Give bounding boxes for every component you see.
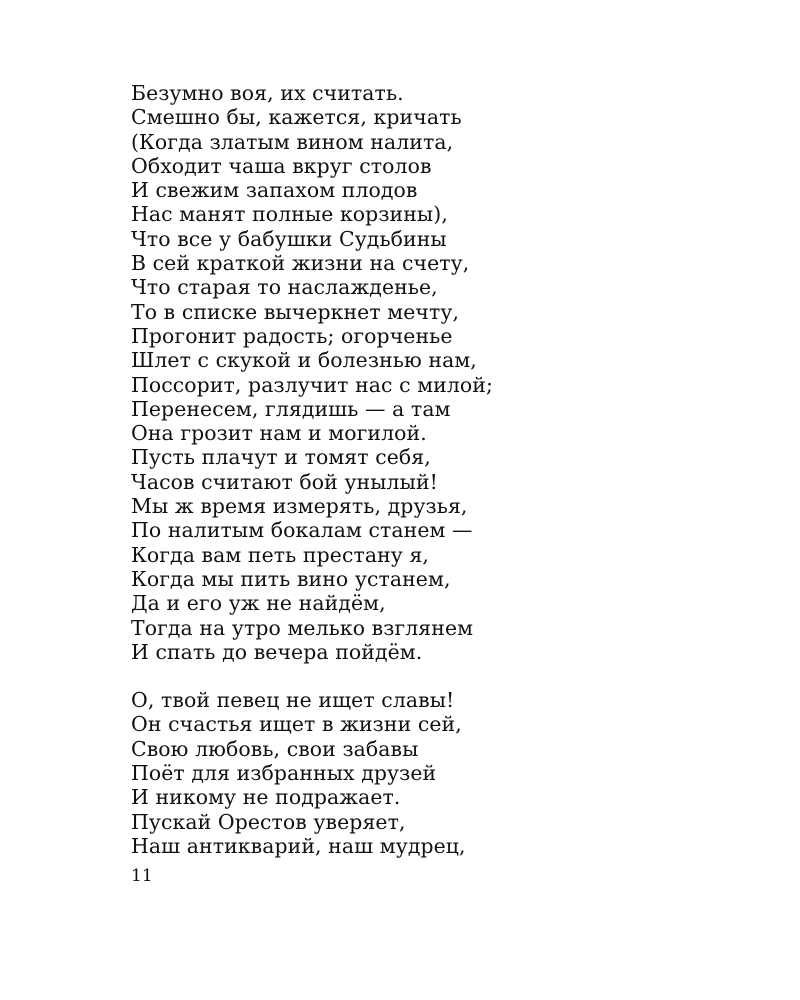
poem-line: О, твой певец не ищет славы! bbox=[131, 688, 455, 713]
poem-line: Свою любовь, свои забавы bbox=[131, 736, 419, 761]
poem-line: Он счастья ищет в жизни сей, bbox=[131, 712, 462, 737]
poem-line: Безумно воя, их считать. bbox=[131, 81, 404, 105]
poem-text bbox=[131, 81, 493, 858]
poem-line: Она грозит нам и могилой. bbox=[131, 421, 427, 446]
poem-line: Когда мы пить вино устанем, bbox=[131, 566, 451, 591]
page-number: 11 bbox=[131, 866, 153, 886]
poem-line: (Когда златым вином налита, bbox=[131, 129, 454, 154]
poem-line: В сей краткой жизни на счету, bbox=[131, 251, 470, 276]
poem-line: Нас манят полные корзины), bbox=[131, 202, 448, 227]
poem-line: Часов считают бой унылый! bbox=[131, 469, 438, 494]
poem-line: И спать до вечера пойдём. bbox=[131, 639, 423, 664]
poem-line: Обходит чаша вкруг столов bbox=[131, 153, 432, 178]
stanza-1 bbox=[131, 81, 493, 664]
poem-line: Пусть плачут и томят себя, bbox=[131, 445, 431, 470]
poem-line: И никому не подражает. bbox=[131, 785, 401, 810]
poem-line: Шлет с скукой и болезнью нам, bbox=[131, 348, 477, 373]
poem-line: Поёт для избранных друзей bbox=[131, 761, 437, 786]
poem-line: Поссорит, разлучит нас с милой; bbox=[131, 372, 493, 397]
poem-line: Тогда на утро мелько взглянем bbox=[131, 615, 474, 640]
poem-line: Перенесем, глядишь — а там bbox=[131, 396, 451, 421]
poem-line: И свежим запахом плодов bbox=[131, 178, 418, 203]
poem-line: Смешно бы, кажется, кричать bbox=[131, 105, 462, 130]
stanza-2 bbox=[131, 688, 493, 858]
poem-line: Да и его уж не найдём, bbox=[131, 591, 386, 616]
poem-line: Когда вам петь престану я, bbox=[131, 542, 430, 567]
poem-line: Прогонит радость; огорченье bbox=[131, 323, 453, 348]
poem-line: Мы ж время измерять, друзья, bbox=[131, 494, 468, 519]
poem-line: Пускай Орестов уверяет, bbox=[131, 809, 406, 834]
poem-line: То в списке вычеркнет мечту, bbox=[131, 299, 460, 324]
poem-line: По налитым бокалам станем — bbox=[131, 518, 473, 543]
poem-line: Что все у бабушки Судьбины bbox=[131, 226, 447, 251]
poem-line: Что старая то наслажденье, bbox=[131, 275, 438, 300]
poem-line: Наш антикварий, наш мудрец, bbox=[131, 833, 466, 858]
